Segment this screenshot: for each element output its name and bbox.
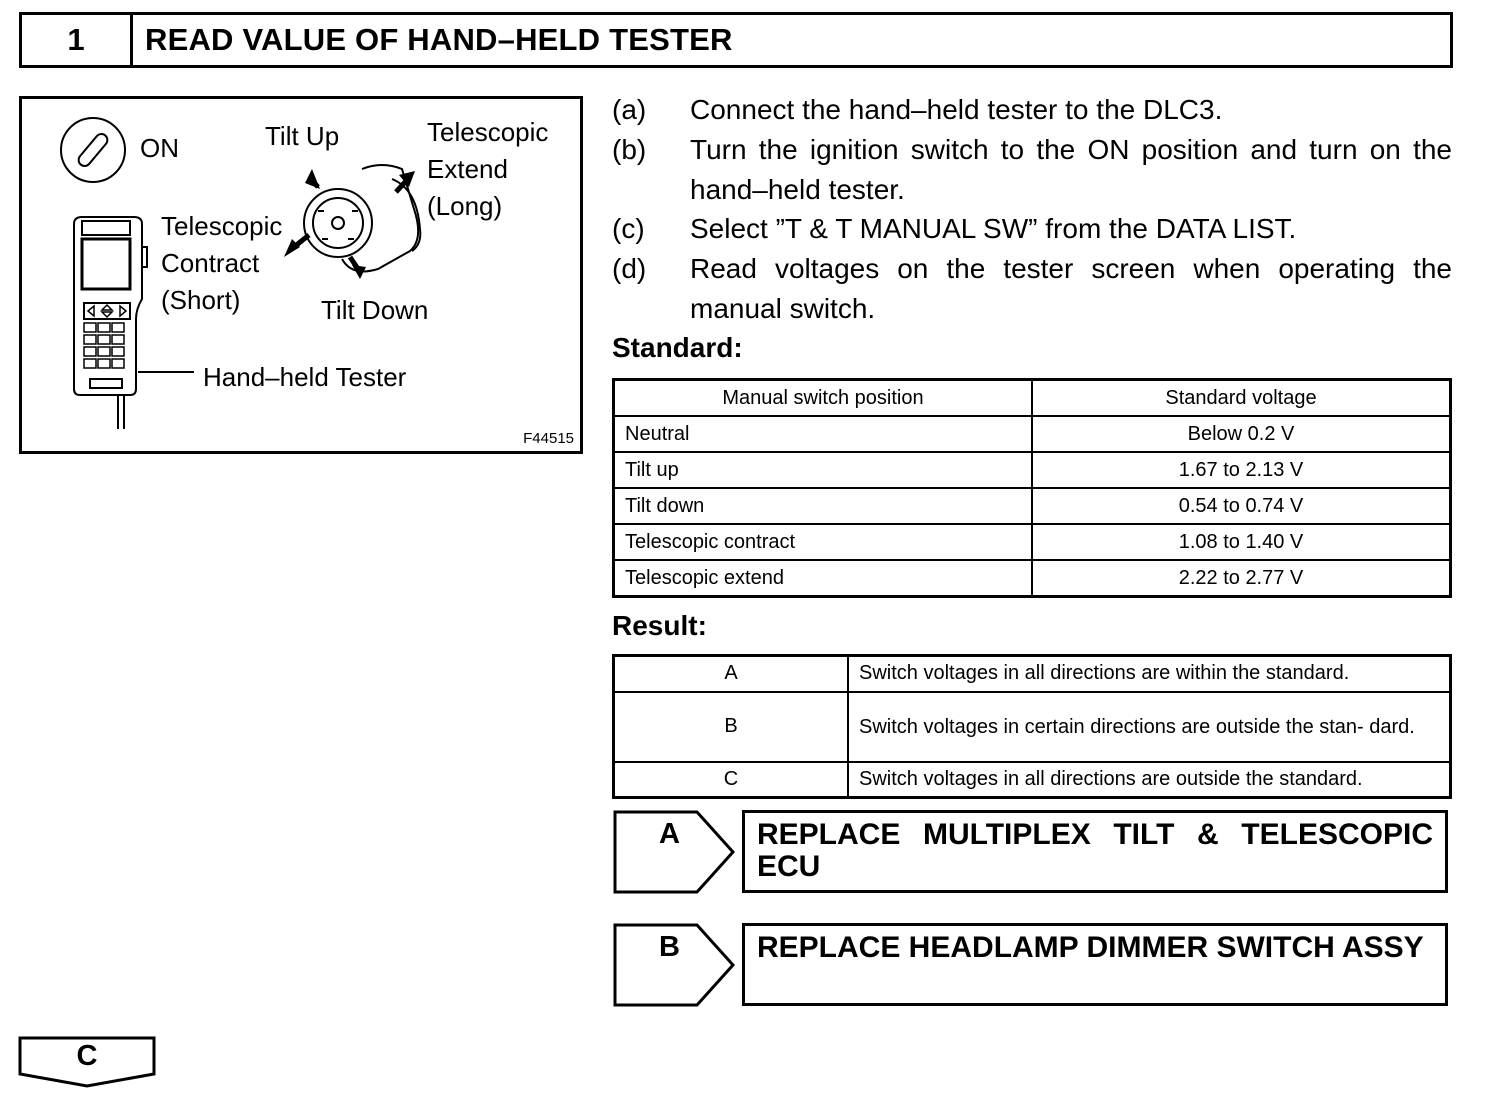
standard-heading: Standard:	[612, 332, 743, 363]
on-label: ON	[140, 133, 179, 163]
step-header	[19, 12, 1453, 68]
step-text: Connect the hand–held tester to the DLC3.	[690, 94, 1223, 125]
step-label: (b)	[612, 134, 647, 165]
tilt-down-label: Tilt Down	[321, 295, 429, 325]
step-text: Select ”T & T MANUAL SW” from the DATA LIST.	[690, 213, 1297, 244]
table-cell: Tilt down	[614, 488, 1033, 524]
table-cell: 1.67 to 2.13 V	[1032, 452, 1451, 488]
action-b-box: REPLACE HEADLAMP DIMMER SWITCH ASSY	[742, 923, 1448, 1006]
table-row	[614, 656, 1451, 692]
table-row	[614, 692, 1451, 762]
table-cell: Neutral	[614, 416, 1033, 452]
table-row	[614, 560, 1451, 597]
result-heading: Result:	[612, 610, 707, 641]
telescopic-contract-label-2: Contract	[161, 248, 260, 278]
ignition-key-icon	[61, 118, 125, 182]
table-row	[614, 524, 1451, 560]
result-key: A	[614, 656, 849, 692]
table-cell: 2.22 to 2.77 V	[1032, 560, 1451, 597]
step-label: (c)	[612, 213, 645, 244]
result-key: C	[614, 762, 849, 798]
step-a	[612, 90, 1452, 130]
column-header: Standard voltage	[1032, 380, 1451, 417]
standard-table	[612, 378, 1452, 598]
telescopic-extend-label-1: Telescopic	[427, 117, 549, 147]
table-row	[614, 762, 1451, 798]
figure-code: F44515	[523, 430, 574, 447]
table-cell: Telescopic extend	[614, 560, 1033, 597]
step-c	[612, 209, 1452, 249]
result-description: Switch voltages in all directions are outside the standard.	[848, 762, 1451, 798]
table-cell: Telescopic contract	[614, 524, 1033, 560]
telescopic-extend-label-2: Extend	[427, 154, 508, 184]
illustration-figure	[19, 96, 583, 454]
step-number: 1	[22, 15, 133, 65]
hand-held-tester-label: Hand–held Tester	[203, 362, 407, 392]
step-text: Turn the ignition switch to the ON position and turn on the hand–held tester.	[690, 134, 1452, 205]
next-step-c-letter: C	[76, 1040, 98, 1072]
result-a-letter: A	[659, 818, 680, 850]
table-row	[614, 416, 1451, 452]
table-cell: Tilt up	[614, 452, 1033, 488]
table-row	[614, 452, 1451, 488]
table-row	[614, 488, 1451, 524]
table-cell: Below 0.2 V	[1032, 416, 1451, 452]
result-description: Switch voltages in certain directions are outside the stan- dard.	[848, 692, 1451, 762]
result-key: B	[614, 692, 849, 762]
telescopic-extend-label-3: (Long)	[427, 191, 503, 221]
result-table	[612, 654, 1452, 799]
step-text: Read voltages on the tester screen when operating the manual switch.	[690, 253, 1452, 324]
tilt-up-label: Tilt Up	[265, 121, 340, 151]
step-b	[612, 130, 1452, 210]
column-header: Manual switch position	[614, 380, 1033, 417]
result-b-letter: B	[659, 931, 680, 963]
table-header-row	[614, 380, 1451, 417]
step-title: READ VALUE OF HAND–HELD TESTER	[145, 22, 733, 57]
step-label: (d)	[612, 253, 647, 284]
telescopic-contract-label-3: (Short)	[161, 285, 241, 315]
result-description: Switch voltages in all directions are within the standard.	[848, 656, 1451, 692]
telescopic-contract-label-1: Telescopic	[161, 211, 283, 241]
table-cell: 1.08 to 1.40 V	[1032, 524, 1451, 560]
table-cell: 0.54 to 0.74 V	[1032, 488, 1451, 524]
step-d	[612, 249, 1452, 329]
action-a-box: REPLACE MULTIPLEX TILT & TELESCOPIC ECU	[742, 810, 1448, 893]
step-label: (a)	[612, 94, 647, 125]
